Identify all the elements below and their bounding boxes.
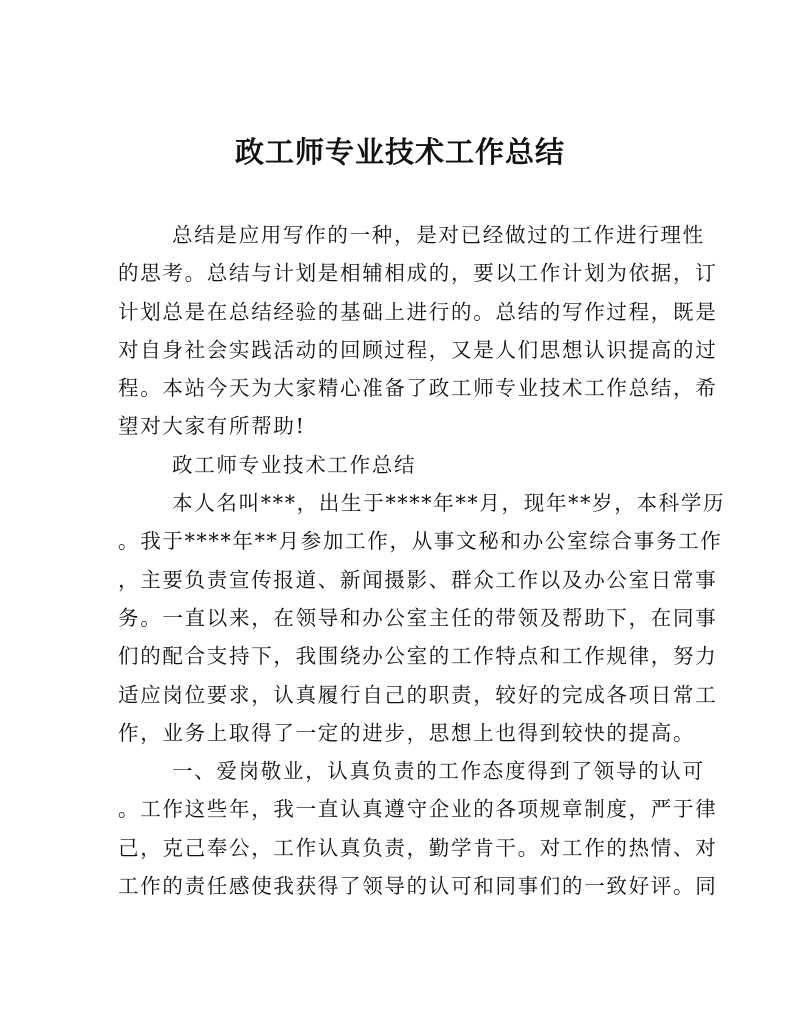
paragraph-line: 程。本站今天为大家精心准备了政工师专业技术工作总结，希 [118,376,718,401]
document-title: 政工师专业技术工作总结 [234,135,565,169]
paragraph-line: ，主要负责宣传报道、新闻摄影、群众工作以及办公室日常事 [118,567,718,592]
paragraph-line: 本人名叫***，出生于****年**月，现年**岁，本科学历 [172,491,726,516]
paragraph-line: 己，克己奉公，工作认真负责，勤学肯干。对工作的热情、对 [118,835,718,860]
paragraph-line: 们的配合支持下，我围绕办公室的工作特点和工作规律，努力 [118,644,718,669]
paragraph-line: 适应岗位要求，认真履行自己的职责，较好的完成各项日常工 [118,682,718,707]
paragraph-line: 务。一直以来，在领导和办公室主任的带领及帮助下，在同事 [118,605,718,630]
paragraph-line: 作，业务上取得了一定的进步，思想上也得到较快的提高。 [118,720,696,745]
paragraph-line: 工作的责任感使我获得了领导的认可和同事们的一致好评。同 [118,874,718,899]
paragraph-line: 计划总是在总结经验的基础上进行的。总结的写作过程，既是 [118,299,718,324]
paragraph-line: 总结是应用写作的一种，是对已经做过的工作进行理性 [172,223,705,247]
document-body [118,216,726,905]
paragraph-line: 。我于****年**月参加工作，从事文秘和办公室综合事务工作 [118,529,723,554]
paragraph-line: 望对大家有所帮助! [118,414,306,439]
paragraph-line: 。工作这些年，我一直认真遵守企业的各项规章制度，严于律 [118,797,718,822]
section-heading: 政工师专业技术工作总结 [172,452,417,477]
paragraph-line: 的思考。总结与计划是相辅相成的，要以工作计划为依据，订 [118,261,718,286]
paragraph-line: 对自身社会实践活动的回顾过程，又是人们思想认识提高的过 [118,337,718,362]
paragraph-line: 一、爱岗敬业，认真负责的工作态度得到了领导的认可 [172,759,705,784]
